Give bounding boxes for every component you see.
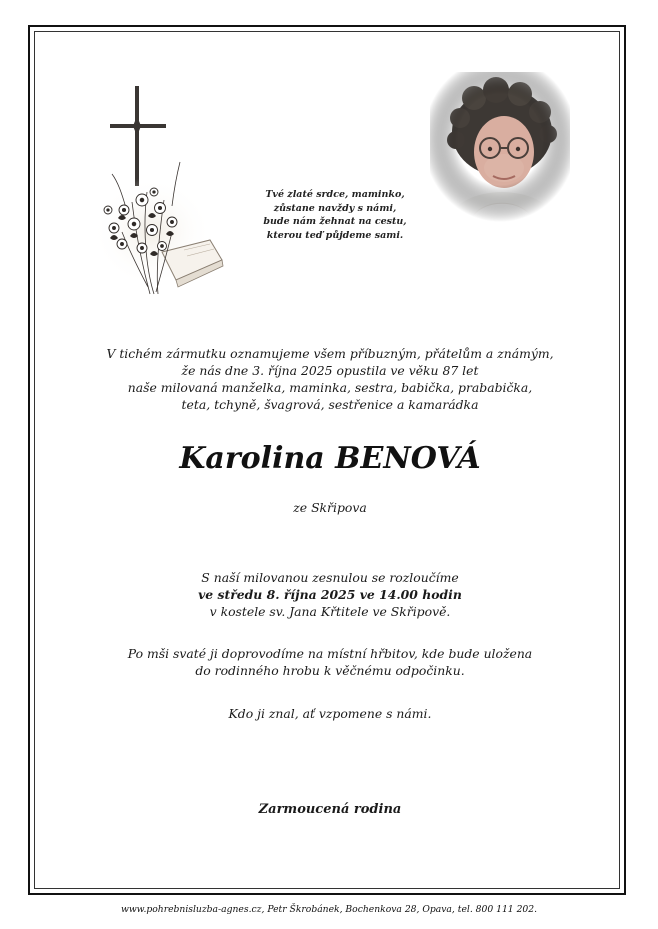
- poem-line: Tvé zlaté srdce, maminko,: [265, 189, 405, 200]
- funeral-service-footer: www.pohrebnisluzba-agnes.cz, Petr Škrobánek, Bochenkova 28, Opava, tel. 800 111 202.: [120, 904, 538, 915]
- remember-line: Kdo ji znal, ať vzpomene s námi.: [228, 706, 432, 721]
- announcement-line: teta, tchyně, švagrová, sestřenice a kamarádka: [181, 397, 479, 412]
- burial-line: Po mši svaté ji doprovodíme na místní hřbitov, kde bude uložena: [127, 646, 533, 661]
- poem-line: zůstane navždy s námi,: [273, 202, 397, 214]
- announcement-line: V tichém zármutku oznamujeme všem příbuzným, přátelům a známým,: [106, 346, 554, 361]
- farewell-datetime: ve středu 8. října 2025 ve 14.00 hodin: [198, 587, 462, 602]
- memorial-poem: [248, 188, 422, 242]
- portrait-photo: [430, 72, 570, 222]
- announcement-text: [60, 345, 600, 413]
- burial-info: [60, 645, 600, 679]
- announcement-line: naše milovaná manželka, maminka, sestra, babička, prababička,: [127, 380, 533, 395]
- deceased-name: Karolina BENOVÁ: [179, 441, 481, 476]
- farewell-intro: S naší milovanou zesnulou se rozloučíme: [201, 570, 459, 585]
- cross-bouquet-ornament: [92, 82, 232, 302]
- farewell-place: v kostele sv. Jana Křtitele ve Skřipově.: [209, 604, 451, 619]
- burial-line: do rodinného hrobu k věčnému odpočinku.: [195, 663, 465, 678]
- announcement-line: že nás dne 3. října 2025 opustila ve věku 87 let: [181, 363, 479, 378]
- family-signature: Zarmoucená rodina: [258, 802, 402, 817]
- deceased-origin: ze Skřipova: [293, 500, 367, 515]
- poem-line: bude nám žehnat na cestu,: [263, 216, 407, 228]
- farewell-info: [60, 569, 600, 620]
- poem-line: kterou teď půjdeme sami.: [266, 229, 404, 241]
- cross-icon: [110, 86, 166, 186]
